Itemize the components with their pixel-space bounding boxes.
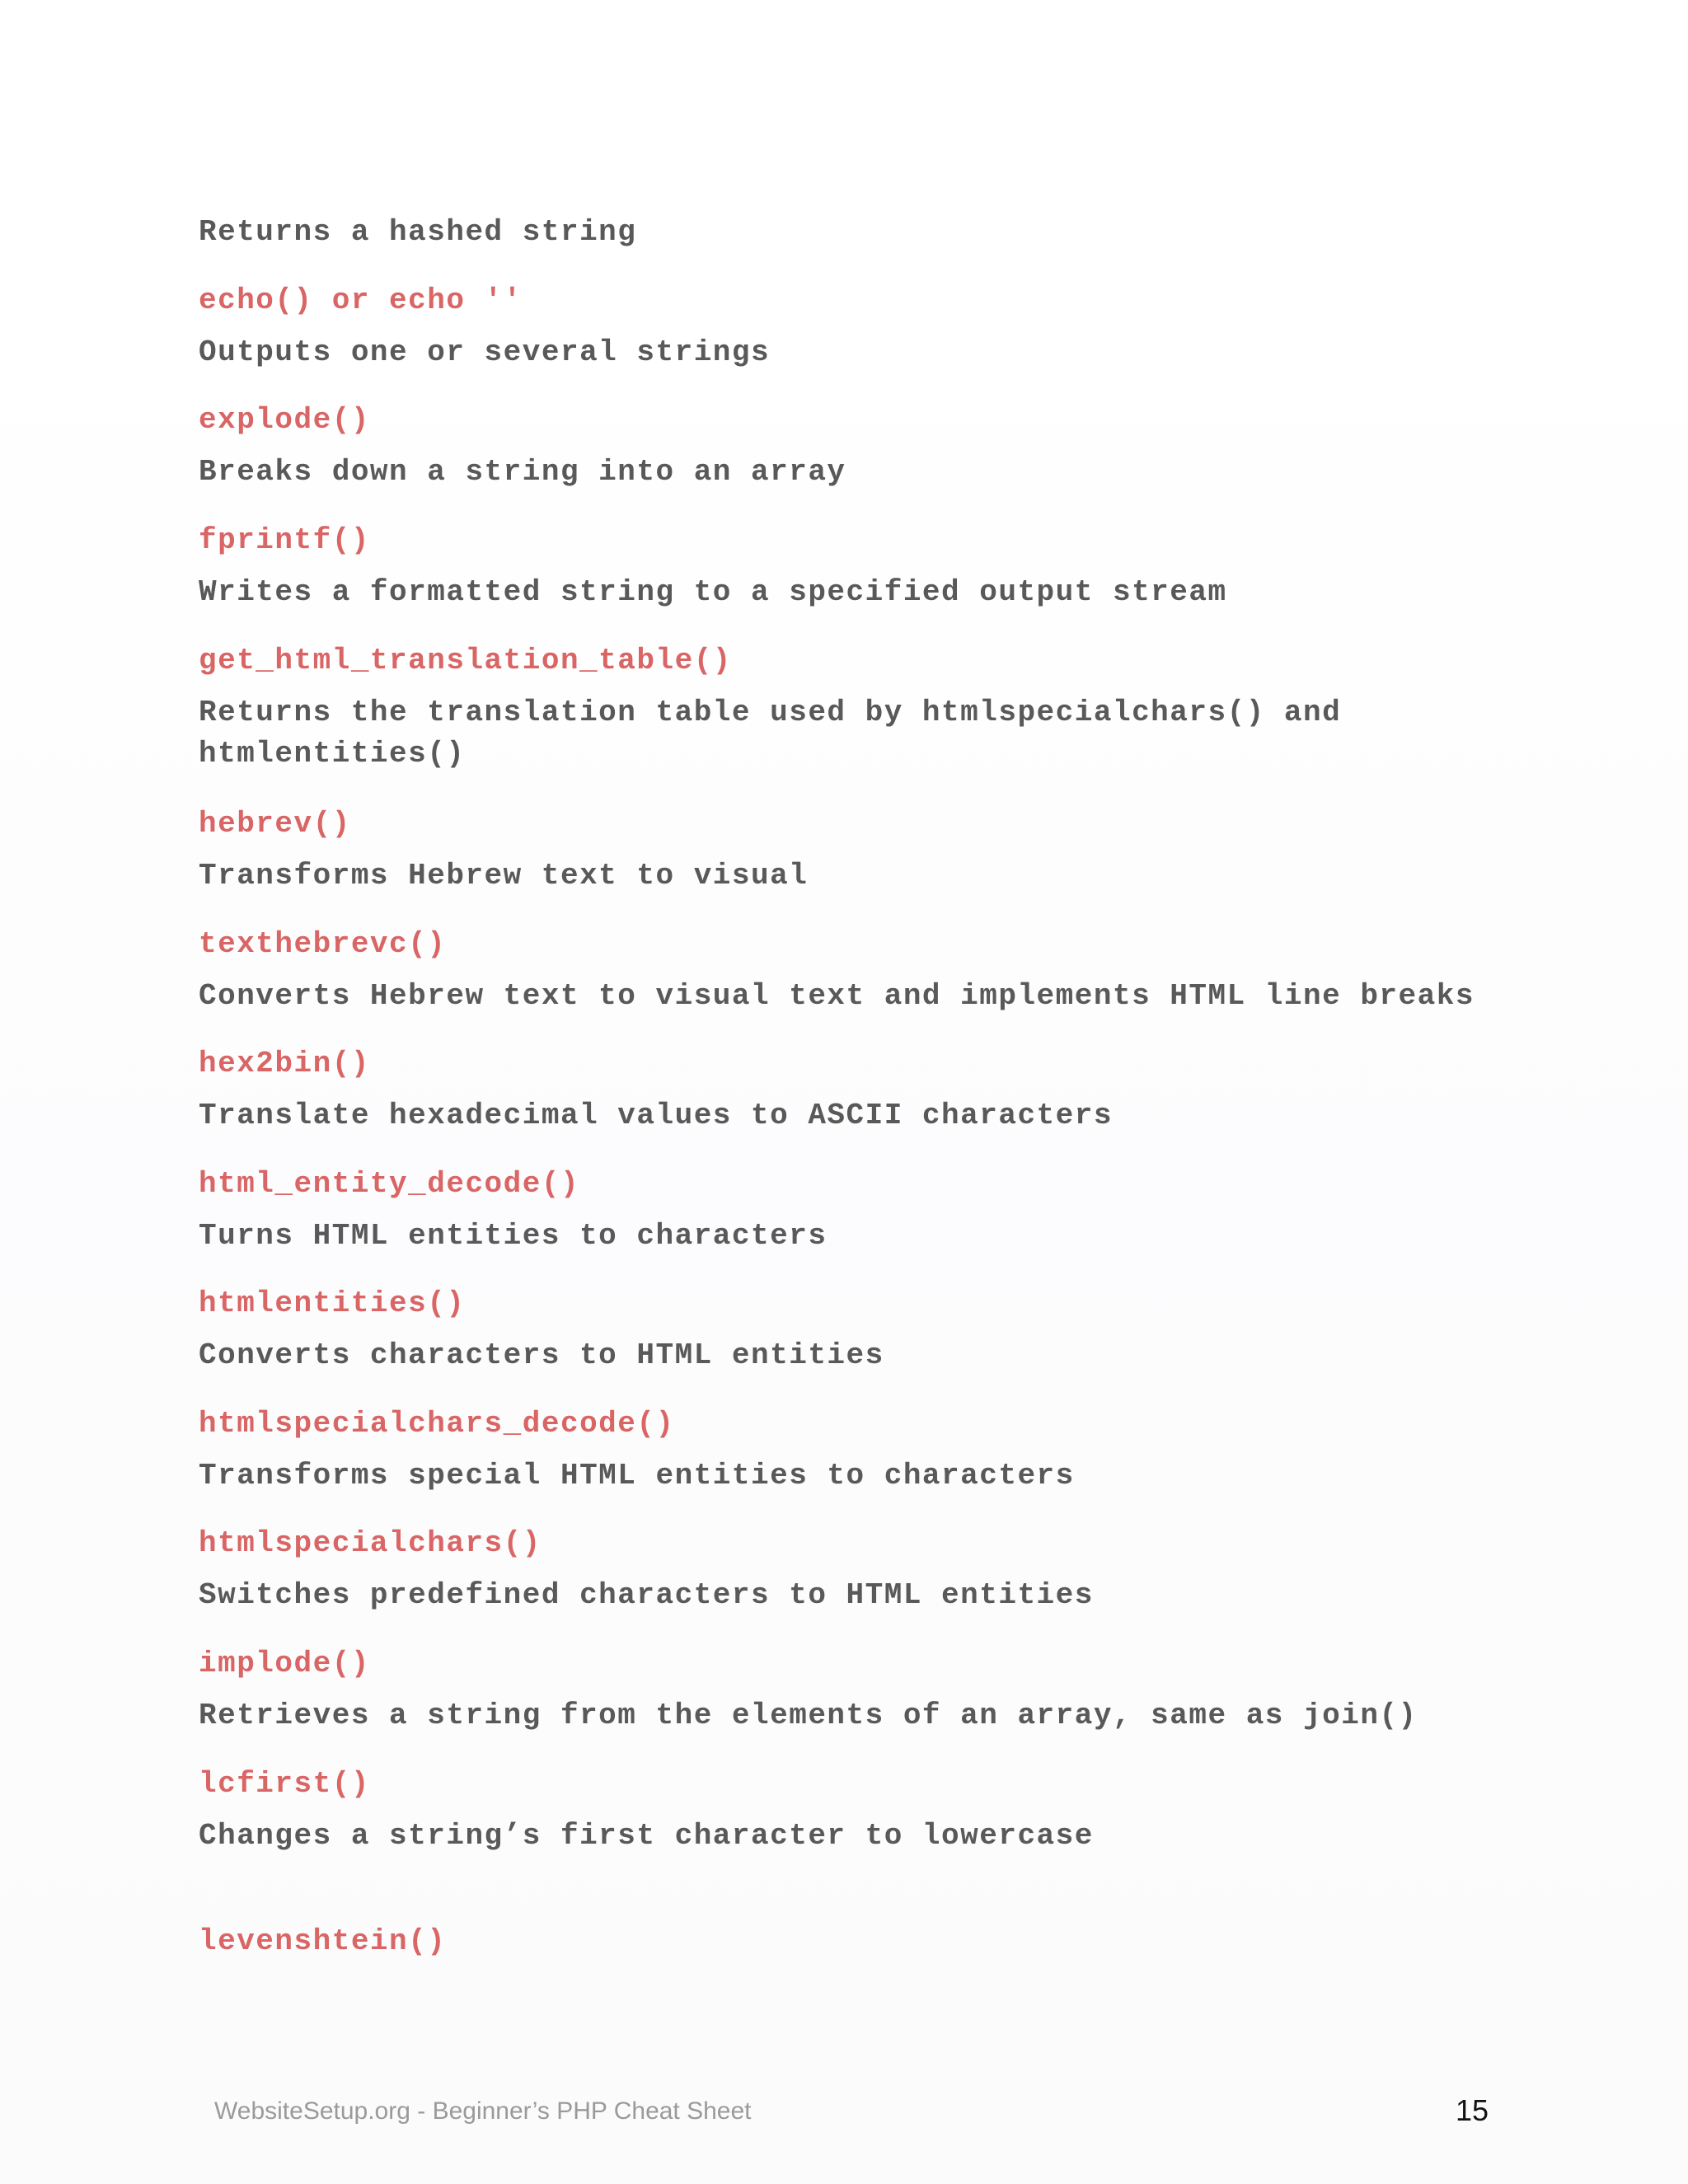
function-name: echo() or echo '' bbox=[199, 284, 523, 317]
function-description: Transforms Hebrew text to visual bbox=[199, 859, 809, 893]
function-description: Breaks down a string into an array bbox=[199, 455, 846, 489]
function-name: levenshtein() bbox=[199, 1924, 447, 1958]
function-description-continued: htmlentities() bbox=[199, 737, 466, 771]
function-description: Converts characters to HTML entities bbox=[199, 1338, 884, 1372]
function-description: Transforms special HTML entities to characters bbox=[199, 1459, 1075, 1493]
function-description: Writes a formatted string to a specified output stream bbox=[199, 575, 1227, 609]
function-description: Returns a hashed string bbox=[199, 215, 637, 249]
function-name: lcfirst() bbox=[199, 1767, 370, 1801]
function-name: hex2bin() bbox=[199, 1047, 370, 1080]
function-name: implode() bbox=[199, 1647, 370, 1680]
function-name: fprintf() bbox=[199, 523, 370, 557]
function-name: explode() bbox=[199, 403, 370, 437]
function-description: Retrieves a string from the elements of an array, same as join() bbox=[199, 1699, 1418, 1732]
function-name: get_html_translation_table() bbox=[199, 644, 732, 677]
function-name: htmlentities() bbox=[199, 1286, 466, 1320]
function-description: Switches predefined characters to HTML entities bbox=[199, 1578, 1094, 1612]
function-name: html_entity_decode() bbox=[199, 1167, 580, 1201]
function-description: Converts Hebrew text to visual text and implements HTML line breaks bbox=[199, 979, 1475, 1013]
footer-title: WebsiteSetup.org - Beginner’s PHP Cheat Sheet bbox=[214, 2097, 752, 2125]
function-description: Outputs one or several strings bbox=[199, 335, 771, 369]
function-name: htmlspecialchars() bbox=[199, 1526, 542, 1560]
function-name: texthebrevc() bbox=[199, 927, 447, 961]
function-description: Returns the translation table used by htmlspecialchars() and bbox=[199, 696, 1342, 729]
function-description: Translate hexadecimal values to ASCII characters bbox=[199, 1099, 1113, 1132]
function-description: Changes a string’s first character to lowercase bbox=[199, 1819, 1094, 1853]
function-name: htmlspecialchars_decode() bbox=[199, 1407, 675, 1441]
function-name: hebrev() bbox=[199, 807, 351, 841]
page-number: 15 bbox=[1456, 2093, 1489, 2127]
function-description: Turns HTML entities to characters bbox=[199, 1219, 828, 1253]
